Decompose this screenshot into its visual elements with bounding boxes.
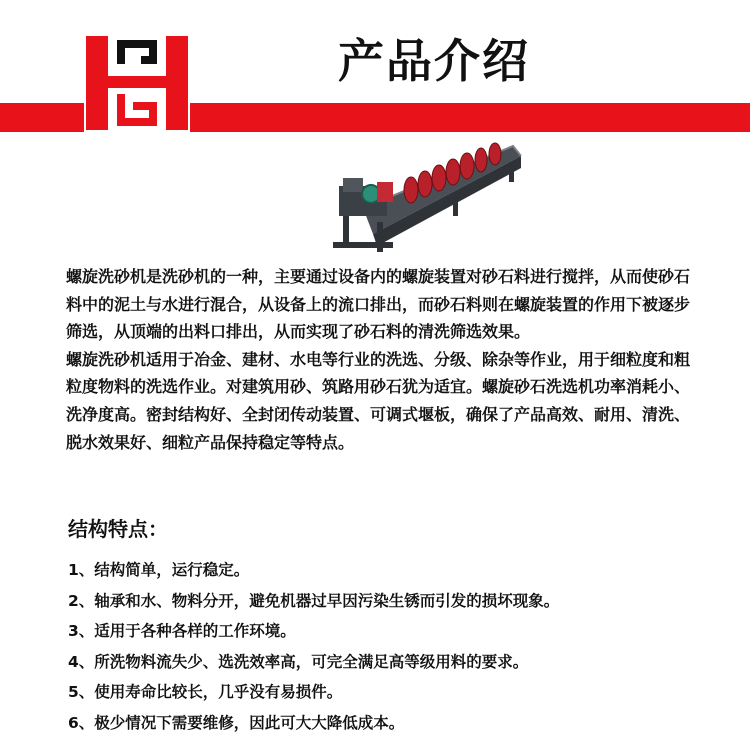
intro-paragraph-1: 螺旋洗砂机是洗砂机的一种，主要通过设备内的螺旋装置对砂石料进行搅拌，从而使砂石料中的泥土与水进行混合，从设备上的流口排出，而砂石料则在螺旋装置的作用下被逐步筛选，从顶端的出料口排出，从而实现了砂石料的清洗筛选效果。: [66, 267, 691, 342]
hh-monogram-logo: [84, 34, 190, 132]
list-item: 2、轴承和水、物料分开，避免机器过早因污染生锈而引发的损坏现象。: [68, 591, 560, 610]
spiral-sand-washer-machine: [333, 138, 523, 256]
list-item: 4、所洗物料流失少、选洗效率高，可完全满足高等级用料的要求。: [68, 652, 529, 671]
product-description: [66, 263, 702, 456]
features-heading: 结构特点：: [68, 517, 168, 541]
list-item: 3、适用于各种各样的工作环境。: [68, 622, 296, 641]
list-item: 6、极少情况下需要维修，因此可大大降低成本。: [68, 713, 405, 732]
list-item: 1、结构简单，运行稳定。: [68, 561, 250, 579]
page-title: 产品介绍: [338, 34, 530, 88]
features-list: [68, 560, 559, 744]
list-item: 5、使用寿命比较长，几乎没有易损件。: [68, 683, 343, 702]
intro-paragraph-2: 螺旋洗砂机适用于冶金、建材、水电等行业的洗选、分级、除杂等作业，用于细粒度和粗粒度物料的洗选作业。对建筑用砂、筑路用砂石犹为适宜。螺旋砂石洗选机功率消耗小、洗净度高。密封结构好、全封闭传动装置、可调式堰板，确保了产品高效、耐用、清洗、脱水效果好、细粒产品保持稳定等特点。: [66, 349, 691, 452]
